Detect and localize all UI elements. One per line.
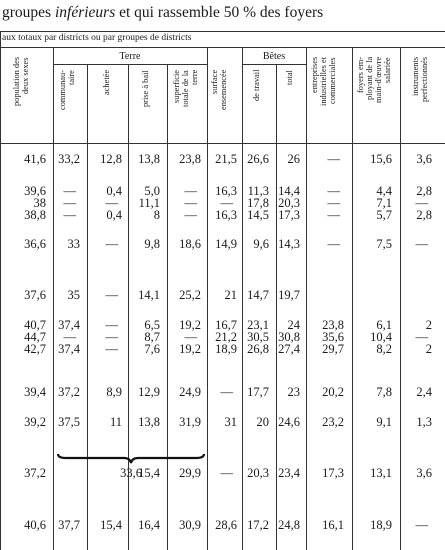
table-cell: 9,8 xyxy=(144,237,160,251)
table-cell: 19,2 xyxy=(179,318,201,332)
table-cell: 17,8 xyxy=(247,196,269,211)
table-cell: 11 xyxy=(109,415,122,429)
table-cell: 17,3 xyxy=(322,466,344,480)
table-cell: 26 xyxy=(287,152,300,166)
table-cell: 10,4 xyxy=(370,330,392,345)
table-cell: 33,6 xyxy=(120,466,142,480)
table-cell: 40,6 xyxy=(24,518,46,532)
table-cell: 37,4 xyxy=(58,342,80,357)
table-cell: — xyxy=(415,518,428,532)
table-cell: 33 xyxy=(67,237,80,251)
table-cell: 36,6 xyxy=(24,237,46,251)
table-cell: 24,9 xyxy=(179,385,201,399)
table-cell: 40,7 xyxy=(24,318,46,332)
table-cell: 23,8 xyxy=(322,318,344,332)
table-cell: 29,7 xyxy=(322,342,344,357)
group-header-terre: Terre xyxy=(119,51,141,62)
table-cell: 0,4 xyxy=(106,184,122,198)
table-cell: 1,3 xyxy=(416,415,432,429)
table-subtitle: aux totaux par districts ou par groupes de districts xyxy=(2,33,192,43)
table-cell: — xyxy=(184,330,197,345)
table-cell: 5,7 xyxy=(376,208,392,223)
rule xyxy=(242,47,243,550)
table-cell: 8,7 xyxy=(144,330,160,345)
table-cell: 27,4 xyxy=(278,342,300,357)
table-cell: 39,2 xyxy=(24,415,46,429)
table-cell: 2 xyxy=(425,342,432,357)
table-cell: 14,4 xyxy=(278,184,300,198)
table-cell: 7,8 xyxy=(376,385,392,399)
table-cell: 23 xyxy=(287,385,300,399)
table-cell: — xyxy=(327,208,340,223)
table-cell: — xyxy=(105,196,118,211)
table-cell: 7,1 xyxy=(376,196,392,211)
table-cell: 24,6 xyxy=(278,415,300,429)
column-header: total xyxy=(285,70,294,85)
table-cell: — xyxy=(220,466,233,480)
table-cell: 19,2 xyxy=(179,342,201,357)
table-cell: — xyxy=(105,318,118,332)
column-header: communau- taire xyxy=(58,70,76,111)
table-cell: 3,6 xyxy=(416,152,432,166)
table-cell: — xyxy=(105,330,118,345)
table-cell: 11,1 xyxy=(138,196,160,211)
table-cell: 31 xyxy=(224,415,237,429)
table-cell: 21,2 xyxy=(215,330,237,345)
table-cell: 18,9 xyxy=(370,518,392,532)
table-cell: 17,3 xyxy=(278,208,300,223)
table-cell: 37,4 xyxy=(58,318,80,332)
table-cell: — xyxy=(184,208,197,223)
table-cell: — xyxy=(327,237,340,251)
rule xyxy=(242,64,306,65)
table-cell: 24,8 xyxy=(278,518,300,532)
table-cell: — xyxy=(63,184,76,198)
table-cell: 37,2 xyxy=(58,385,80,399)
table-cell: 8,9 xyxy=(106,385,122,399)
table-cell: 23,1 xyxy=(247,318,269,332)
table-cell: — xyxy=(63,330,76,345)
table-cell: 23,8 xyxy=(179,152,201,166)
column-header: prise à bail xyxy=(141,70,150,107)
table-cell: 9,6 xyxy=(253,237,269,251)
table-cell: 13,8 xyxy=(138,152,160,166)
table-cell: 16,4 xyxy=(138,518,160,532)
table-cell: 6,5 xyxy=(144,318,160,332)
rule xyxy=(53,47,54,550)
table-cell: 28,6 xyxy=(215,518,237,532)
table-cell: — xyxy=(105,288,118,302)
rule xyxy=(207,47,208,550)
column-header: surface ensemencée xyxy=(210,70,228,111)
column-header: achetée xyxy=(102,70,111,96)
table-cell: 14,5 xyxy=(247,208,269,223)
rule xyxy=(400,47,401,550)
table-cell: 8,2 xyxy=(376,342,392,357)
rule xyxy=(53,64,207,65)
table-cell: 35,6 xyxy=(322,330,344,345)
table-cell: 2,4 xyxy=(416,385,432,399)
table-cell: — xyxy=(415,237,428,251)
column-header: foyers em- ployant de la main-d'œuvre salariée xyxy=(356,57,392,104)
column-header: instruments perfectionnés xyxy=(411,57,429,103)
table-cell: 42,7 xyxy=(24,342,46,357)
table-cell: — xyxy=(184,196,197,211)
table-cell: — xyxy=(415,330,428,345)
table-cell: 25,2 xyxy=(179,288,201,302)
rule xyxy=(0,47,445,48)
table-cell: 0,4 xyxy=(106,208,122,223)
table-cell: 8 xyxy=(153,208,160,223)
table-cell: 24 xyxy=(287,318,300,332)
table-cell: 6,1 xyxy=(376,318,392,332)
table-cell: 30,5 xyxy=(247,330,269,345)
table-cell: 23,2 xyxy=(322,415,344,429)
table-cell: 37,6 xyxy=(24,288,46,302)
table-cell: 16,3 xyxy=(215,208,237,223)
table-cell: 19,7 xyxy=(278,288,300,302)
table-cell: 14,9 xyxy=(215,237,237,251)
table-cell: 37,5 xyxy=(58,415,80,429)
table-cell: 38 xyxy=(33,196,46,211)
table-cell: 11,3 xyxy=(247,184,269,198)
table-cell: — xyxy=(184,184,197,198)
table-cell: 14,3 xyxy=(278,237,300,251)
table-cell: — xyxy=(327,196,340,211)
rule xyxy=(352,47,353,550)
table-cell: 2 xyxy=(425,318,432,332)
table-cell: 20,2 xyxy=(322,385,344,399)
rule xyxy=(276,64,277,550)
table-cell: 37,7 xyxy=(58,518,80,532)
table-cell: 15,6 xyxy=(370,152,392,166)
table-cell: 13,1 xyxy=(370,466,392,480)
table-cell: 3,6 xyxy=(416,466,432,480)
rule xyxy=(167,64,168,550)
table-cell: 33,2 xyxy=(58,152,80,166)
table-cell: 23,4 xyxy=(278,466,300,480)
table-cell: 20,3 xyxy=(278,196,300,211)
table-cell: 39,6 xyxy=(24,184,46,198)
table-cell: — xyxy=(105,237,118,251)
table-cell: 37,2 xyxy=(24,466,46,480)
table-cell: — xyxy=(220,385,233,399)
table-cell: 16,7 xyxy=(215,318,237,332)
table-cell: 14,7 xyxy=(247,288,269,302)
table-cell: 30,8 xyxy=(278,330,300,345)
table-cell: 13,8 xyxy=(138,415,160,429)
table-cell: 35 xyxy=(67,288,80,302)
table-cell: 39,4 xyxy=(24,385,46,399)
table-cell: 21 xyxy=(224,288,237,302)
column-header: population des deux sexes xyxy=(12,57,30,107)
table-cell: 18,6 xyxy=(179,237,201,251)
table-cell: 44,7 xyxy=(24,330,46,345)
table-cell: 30,9 xyxy=(179,518,201,532)
table-cell: 12,9 xyxy=(138,385,160,399)
table-cell: 31,9 xyxy=(179,415,201,429)
table-cell: 12,8 xyxy=(100,152,122,166)
column-header: superficie totale de la terre xyxy=(172,70,199,107)
rule xyxy=(87,64,88,550)
table-cell: 17,7 xyxy=(247,385,269,399)
table-cell: 14,1 xyxy=(138,288,160,302)
rule xyxy=(306,47,307,550)
column-header: de travail xyxy=(252,70,261,102)
table-cell: — xyxy=(220,196,233,211)
table-cell: 20,3 xyxy=(247,466,269,480)
page-title: groupes inférieurs et qui rassemble 50 % des foyers xyxy=(2,4,324,21)
table-cell: 26,8 xyxy=(247,342,269,357)
table-cell: — xyxy=(63,196,76,211)
rule xyxy=(0,143,445,144)
table-cell: — xyxy=(63,208,76,223)
table-cell: 29,9 xyxy=(179,466,201,480)
table-cell: 4,4 xyxy=(376,184,392,198)
table-cell: — xyxy=(415,196,428,211)
table-cell: 38,8 xyxy=(24,208,46,223)
table-cell: 21,5 xyxy=(215,152,237,166)
table-cell: 5,0 xyxy=(144,184,160,198)
brace-icon xyxy=(56,452,206,464)
table-cell: 2,8 xyxy=(416,208,432,223)
table-cell: 26,6 xyxy=(247,152,269,166)
table-cell: 17,2 xyxy=(247,518,269,532)
table-cell: 16,1 xyxy=(322,518,344,532)
column-header: entreprises industrielles et commerciales xyxy=(310,57,337,107)
table-cell: 16,3 xyxy=(215,184,237,198)
table-cell: 18,9 xyxy=(215,342,237,357)
table-cell: — xyxy=(327,152,340,166)
table-cell: — xyxy=(105,342,118,357)
table-cell: 41,6 xyxy=(24,152,46,166)
table-cell: 9,1 xyxy=(376,415,392,429)
table-cell: 15,4 xyxy=(100,518,122,532)
table-cell: 15,4 xyxy=(138,466,160,480)
group-header-betes: Bêtes xyxy=(262,51,286,62)
table-cell: 20 xyxy=(256,415,269,429)
table-cell: 7,6 xyxy=(144,342,160,357)
table-cell: 2,8 xyxy=(416,184,432,198)
table-cell: 7,5 xyxy=(376,237,392,251)
table-cell: — xyxy=(327,184,340,198)
